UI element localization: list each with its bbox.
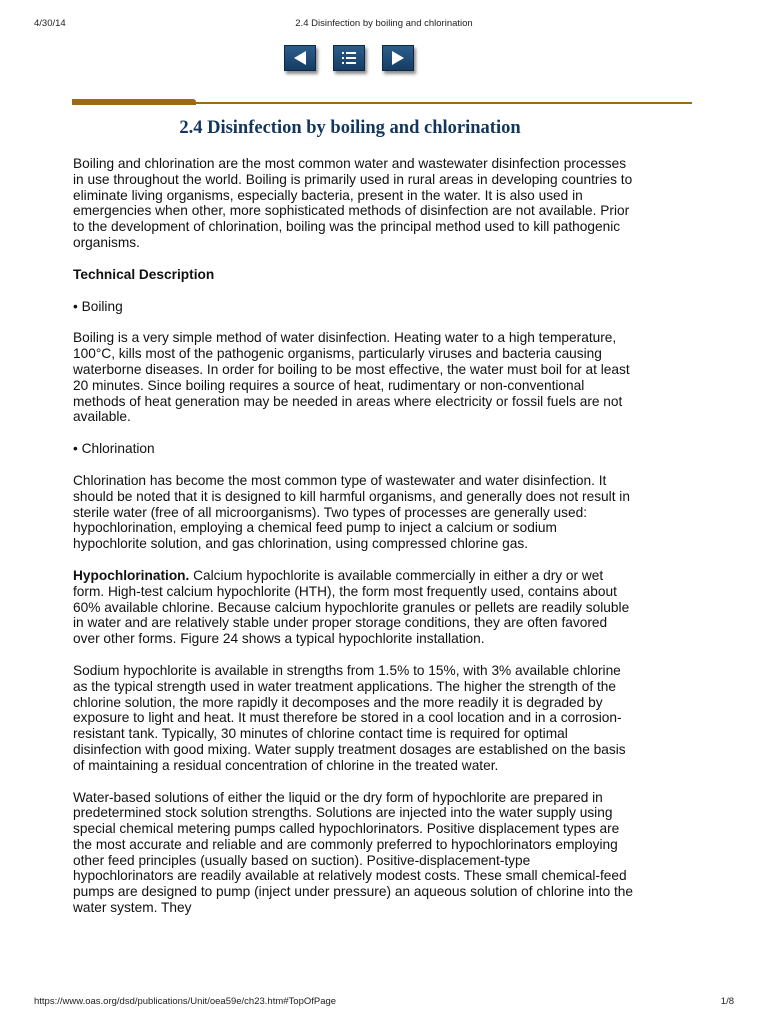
sodium-hypochlorite-paragraph: Sodium hypochlorite is available in strengths from 1.5% to 15%, with 3% available chlorine as the typical strength used in water treatment applications. The higher the strength of the chlorine solution, the more rapidly it decomposes and the more readily it is degraded by exposure to light and heat. It must therefore be stored in a cool location and in a corrosion-resistant tank. Typically, 30 minutes of chlorine contact time is required for optimal disinfection with good mixing. Water supply treatment dosages are established on the basis of maintaining a residual concentration of chlorine in the treated water. [73,662,626,773]
print-date: 4/30/14 [34,18,66,29]
chlorination-paragraph: Chlorination has become the most common type of wastewater and water disinfection. It should be noted that it is designed to kill harmful organisms, and generally does not result in sterile water (free of all microorganisms). Two types of processes are generally used: hypochlorination, employing a chemical feed pump to inject a calcium or sodium hypochlorite solution, and gas chlorination, using compressed chlorine gas. [73,472,630,552]
hypochlorination-paragraph [73,568,633,647]
hypochlorination-lead: Hypochlorination. [73,567,190,583]
divider-tab [72,99,196,105]
water-solutions-paragraph: Water-based solutions of either the liquid or the dry form of hypochlorite are prepared in predetermined stock solution strengths. Solutions are injected into the water supply using special chemical metering pumps called hypochlorinators. Positive displacement types are the most accurate and reliable and are commonly preferred to hypochlorinators employing other feed principles (usually based on suction). Positive-displacement-type hypochlorinators are readily available at relatively modest costs. These small chemical-feed pumps are designed to pump (inject under pressure) an aqueous solution of chlorine into the water system. They [73,789,634,916]
article-body [73,156,633,932]
table-of-contents-button[interactable] [333,45,365,71]
previous-page-button[interactable] [284,45,316,71]
bullet-boiling: • Boiling [73,298,123,314]
header-divider [72,99,692,107]
print-url: https://www.oas.org/dsd/publications/Unit/oea59e/ch23.htm#TopOfPage [34,996,337,1007]
hypochlorination-text: Calcium hypochlorite is available commercially in either a dry or wet form. High-test calcium hypochlorite (HTH), the form most frequently used, contains about 60% available chlorine. Because calcium hypochlorite granules or pellets are readily soluble in water and are relatively stable under proper storage conditions, they are often favored over other forms. Figure 24 shows a typical hypochlorite installation. [73,567,630,647]
bullet-chlorination: • Chlorination [73,441,155,457]
page-counter: 1/8 [720,996,734,1007]
print-doc-title: 2.4 Disinfection by boiling and chlorination [295,18,473,29]
print-header [34,18,734,32]
boiling-paragraph: Boiling is a very simple method of water disinfection. Heating water to a high temperature, 100°C, kills most of the pathogenic organisms, particularly viruses and bacteria causing waterborne diseases. In order for boiling to be most effective, the water must boil for at least 20 minutes. Since boiling requires a source of heat, rudimentary or non-conventional methods of heat generation may be needed in areas where electricity or fossil fuels are not available. [73,330,630,425]
list-icon [334,46,364,70]
arrow-right-icon [383,46,413,70]
page-title: 2.4 Disinfection by boiling and chlorination [179,118,521,138]
next-page-button[interactable] [382,45,414,71]
arrow-left-icon [285,46,315,70]
technical-description-heading: Technical Description [73,266,215,282]
print-footer [34,996,734,1010]
intro-paragraph: Boiling and chlorination are the most common water and wastewater disinfection processes in use throughout the world. Boiling is primarily used in rural areas in developing countries to eliminate living organisms, especially bacteria, present in the water. It is also used in emergencies when other, more sophisticated methods of disinfection are not available. Prior to the development of chlorination, boiling was the principal method used to kill pathogenic organisms. [73,156,633,250]
nav-buttons [284,45,418,75]
